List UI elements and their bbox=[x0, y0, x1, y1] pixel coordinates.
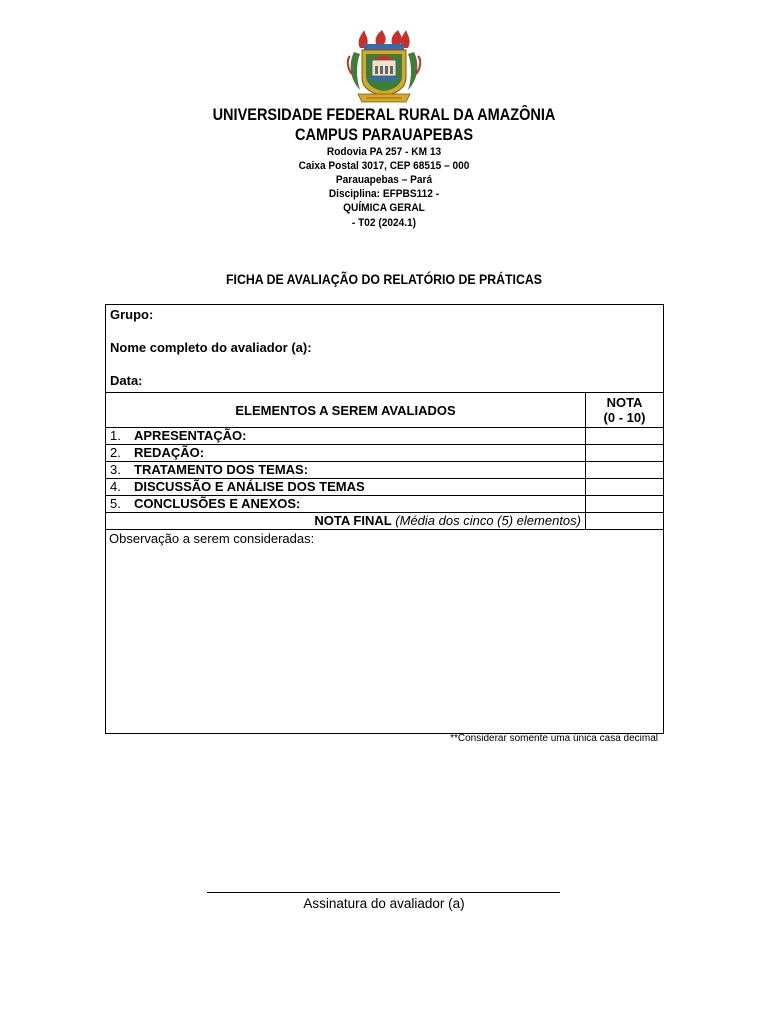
address-line: Caixa Postal 3017, CEP 68515 – 000 bbox=[298, 160, 470, 172]
item-number: 2. bbox=[110, 445, 121, 460]
item-cell bbox=[106, 445, 586, 462]
grade-header bbox=[586, 393, 664, 428]
table-row bbox=[106, 496, 664, 513]
signature-line[interactable] bbox=[207, 892, 560, 893]
info-cell bbox=[106, 305, 664, 393]
item-label: DISCUSSÃO E ANÁLISE DOS TEMAS bbox=[134, 479, 365, 494]
final-grade-label: NOTA FINAL bbox=[314, 513, 392, 528]
grade-cell[interactable] bbox=[586, 479, 664, 496]
item-number: 4. bbox=[110, 479, 121, 494]
elements-header: ELEMENTOS A SEREM AVALIADOS bbox=[106, 393, 586, 428]
item-label: TRATAMENTO DOS TEMAS: bbox=[134, 462, 309, 477]
date-label[interactable]: Data: bbox=[110, 373, 143, 388]
evaluation-table bbox=[105, 304, 664, 734]
item-label: APRESENTAÇÃO: bbox=[134, 428, 247, 443]
signature-label: Assinatura do avaliador (a) bbox=[303, 896, 465, 911]
table-row bbox=[106, 462, 664, 479]
discipline-line: Disciplina: EFPBS112 - bbox=[328, 188, 440, 200]
grade-header-title: NOTA bbox=[606, 395, 643, 410]
campus-name: CAMPUS PARAUAPEBAS bbox=[294, 126, 474, 144]
table-row bbox=[106, 445, 664, 462]
item-cell bbox=[106, 479, 586, 496]
evaluator-label[interactable]: Nome completo do avaliador (a): bbox=[110, 340, 312, 355]
item-number: 1. bbox=[110, 428, 121, 443]
item-cell bbox=[106, 428, 586, 445]
discipline-line: QUÍMICA GERAL bbox=[343, 202, 425, 214]
decimal-note: **Considerar somente uma única casa decimal bbox=[450, 733, 658, 744]
grade-cell[interactable] bbox=[586, 445, 664, 462]
table-row bbox=[106, 428, 664, 445]
university-crest-icon bbox=[346, 30, 422, 104]
item-number: 3. bbox=[110, 462, 121, 477]
item-label: REDAÇÃO: bbox=[134, 445, 205, 460]
final-grade-label-cell bbox=[106, 513, 586, 530]
grade-header-range: (0 - 10) bbox=[603, 410, 646, 425]
table-row bbox=[106, 479, 664, 496]
group-label[interactable]: Grupo: bbox=[110, 307, 154, 322]
observations-area[interactable] bbox=[106, 530, 664, 734]
address-line: Parauapebas – Pará bbox=[335, 174, 433, 186]
item-cell bbox=[106, 496, 586, 513]
final-grade-note: (Média dos cinco (5) elementos) bbox=[395, 513, 581, 528]
final-grade-cell[interactable] bbox=[586, 513, 664, 530]
grade-cell[interactable] bbox=[586, 462, 664, 479]
item-number: 5. bbox=[110, 496, 121, 511]
observations-label: Observação a serem consideradas: bbox=[109, 531, 315, 546]
university-name: UNIVERSIDADE FEDERAL RURAL DA AMAZÔNIA bbox=[212, 106, 556, 124]
final-grade-row bbox=[106, 513, 664, 530]
address-line: Rodovia PA 257 - KM 13 bbox=[326, 146, 442, 158]
item-cell bbox=[106, 462, 586, 479]
item-label: CONCLUSÕES E ANEXOS: bbox=[134, 496, 301, 511]
discipline-line: - T02 (2024.1) bbox=[351, 217, 417, 229]
grade-cell[interactable] bbox=[586, 428, 664, 445]
form-title: FICHA DE AVALIAÇÃO DO RELATÓRIO DE PRÁTICAS bbox=[225, 271, 542, 287]
grade-cell[interactable] bbox=[586, 496, 664, 513]
